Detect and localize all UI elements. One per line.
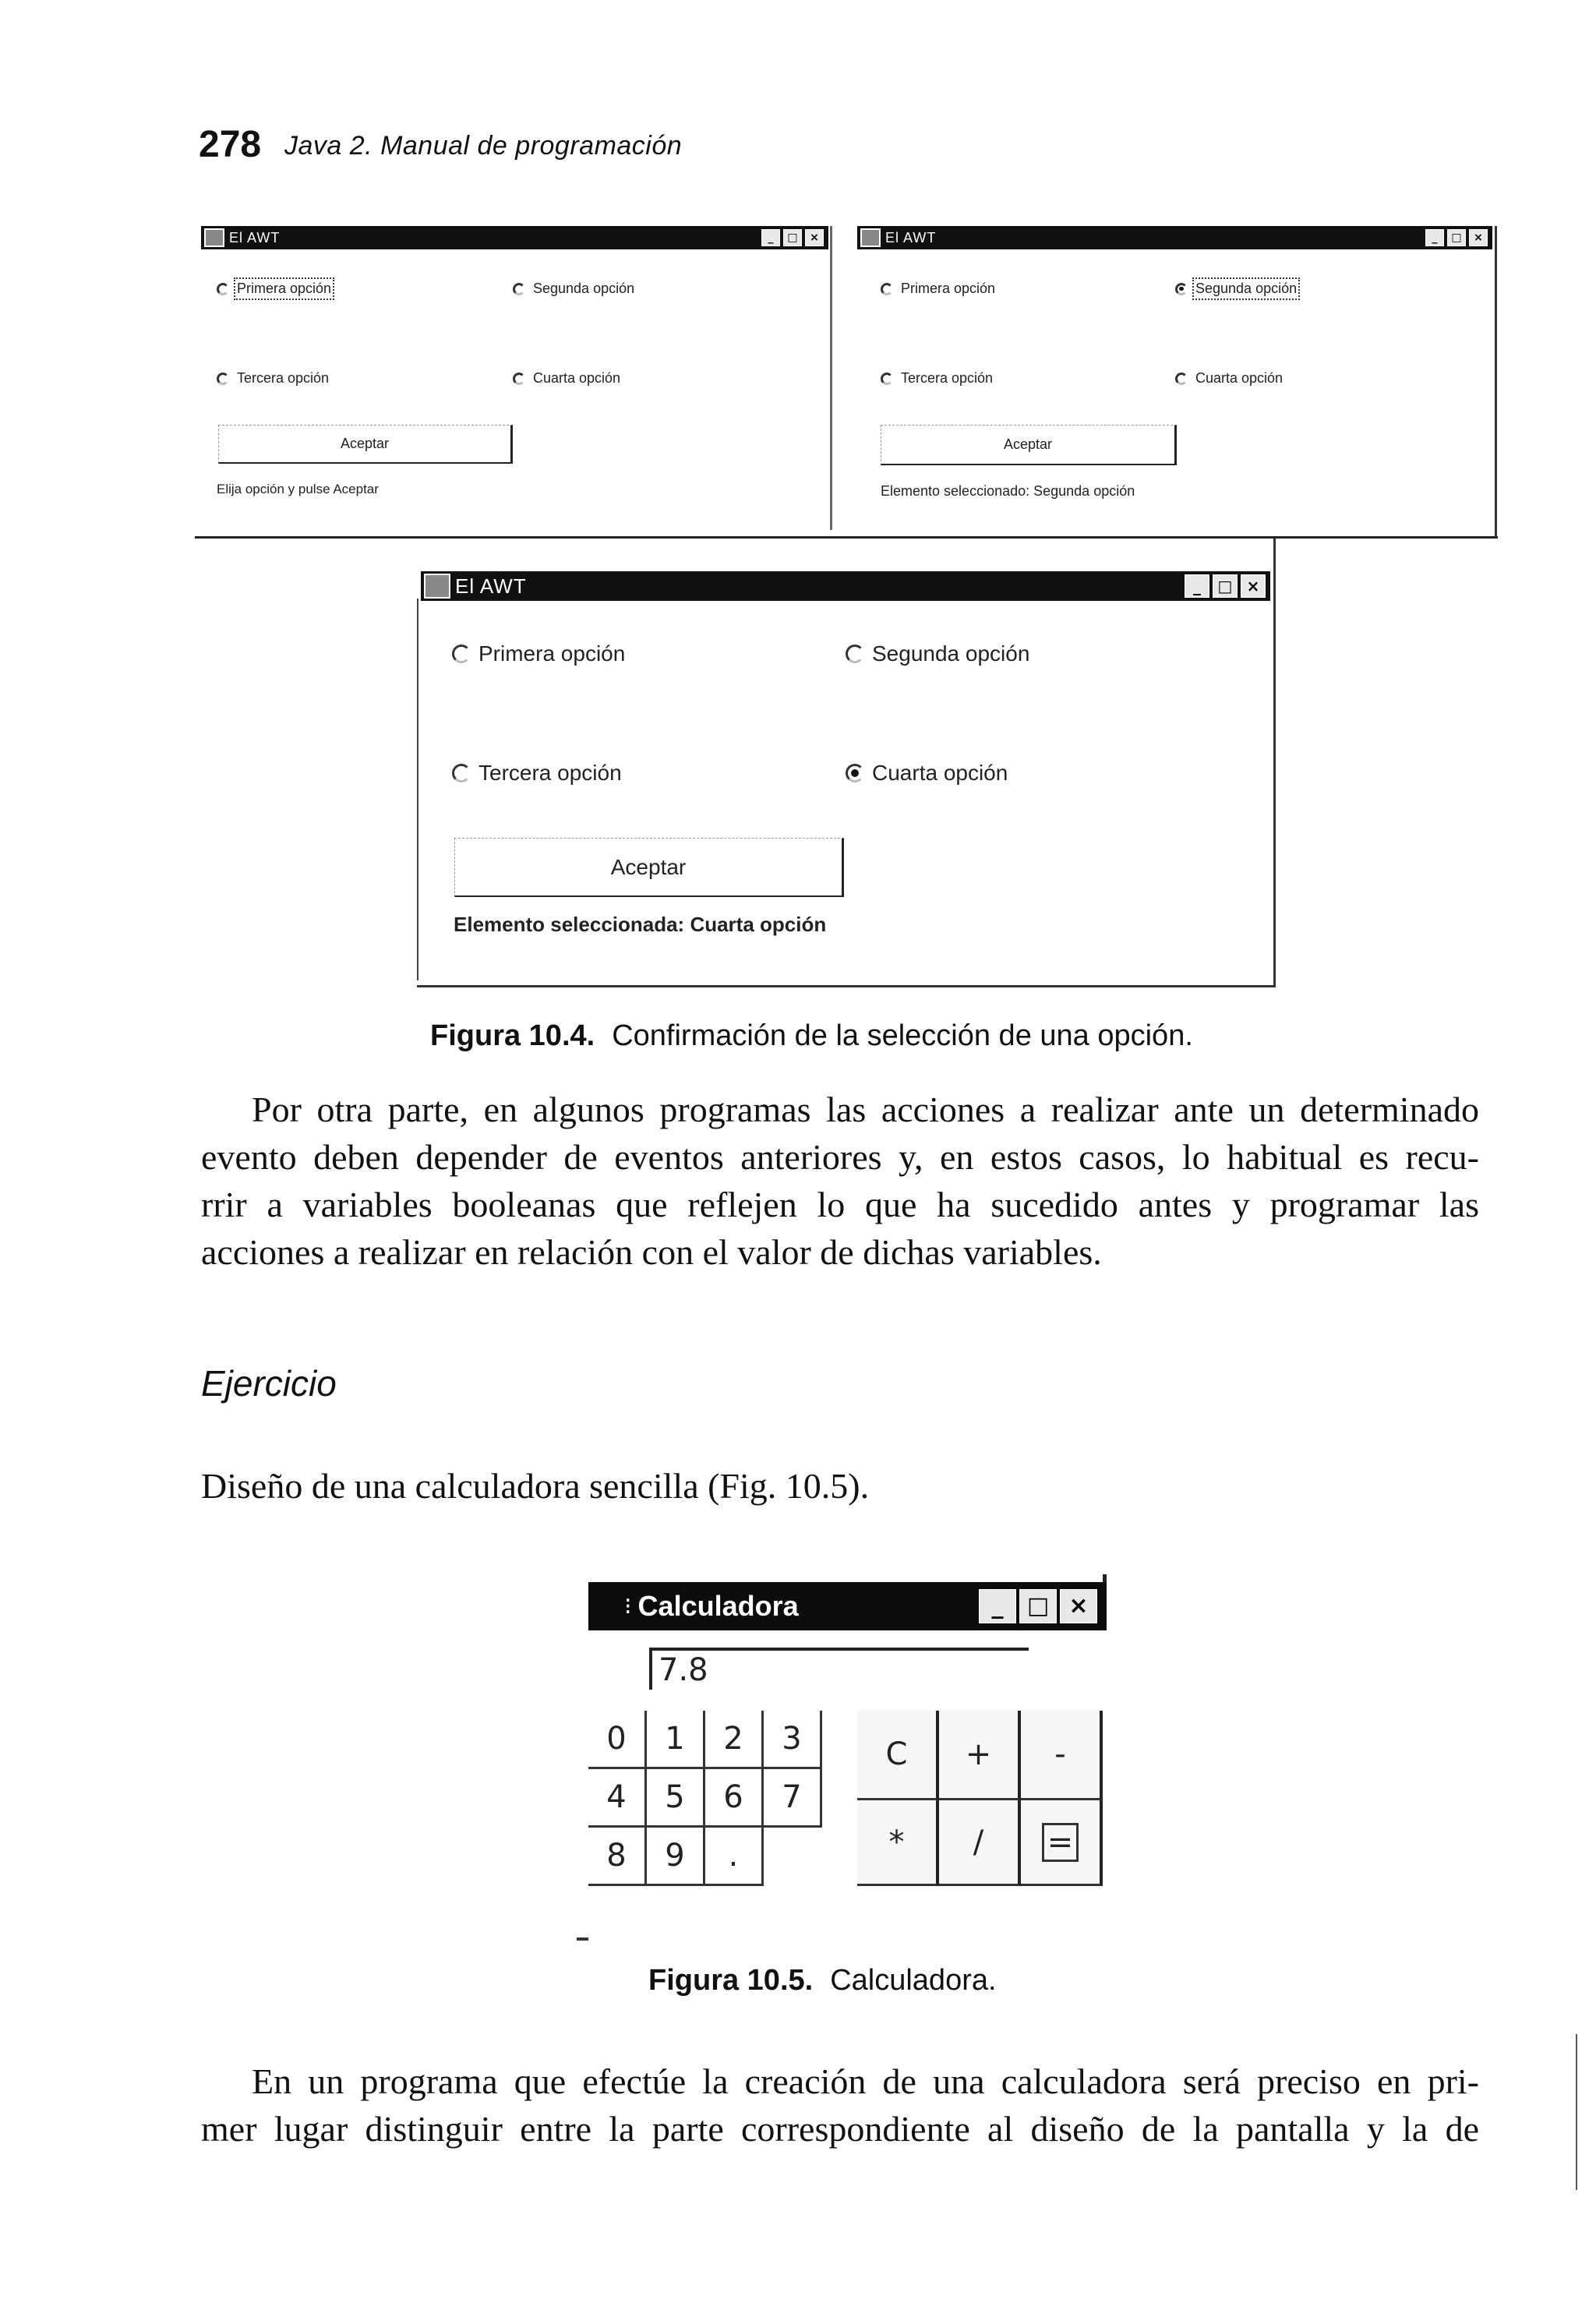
key-7[interactable]: 7: [764, 1769, 822, 1828]
figure-frame-bottom: [195, 536, 1498, 539]
display-value: 7.8: [659, 1652, 708, 1688]
key-5[interactable]: 5: [647, 1769, 705, 1828]
awt-window-2: [857, 226, 1492, 522]
window3-frame-bottom: [417, 985, 1276, 987]
key-9[interactable]: 9: [647, 1828, 705, 1886]
paragraph-2: [201, 2058, 1479, 2153]
maximize-icon[interactable]: □: [1019, 1589, 1057, 1623]
radio-tercera[interactable]: [452, 761, 622, 786]
paragraph-line: Por otra parte, en algunos programas las acciones a realizar ante un determinado: [252, 1090, 1479, 1129]
exercise-heading: Ejercicio: [201, 1363, 337, 1404]
key-clear[interactable]: C: [857, 1711, 939, 1800]
page-number: 278: [199, 124, 262, 165]
radio-icon: [217, 283, 229, 295]
radio-primera[interactable]: [881, 281, 995, 297]
window-icon: ⁝: [624, 1592, 632, 1620]
close-icon[interactable]: ×: [805, 229, 824, 246]
aceptar-button[interactable]: Aceptar: [881, 425, 1177, 465]
window-icon: [860, 228, 881, 247]
radio-segunda[interactable]: [846, 641, 1029, 666]
radio-label: Cuarta opción: [1195, 370, 1284, 386]
window-title: El AWT: [885, 229, 937, 245]
calc-window-title: Calculadora: [637, 1590, 799, 1622]
radio-label: Tercera opción: [237, 370, 330, 386]
close-icon[interactable]: ×: [1241, 574, 1266, 598]
margin-line: [1576, 2034, 1577, 2190]
window-icon: [424, 574, 450, 599]
title-bar[interactable]: [857, 226, 1492, 249]
window-title: El AWT: [455, 574, 527, 598]
status-label: Elemento seleccionada: Cuarta opción: [454, 913, 827, 936]
radio-label: Tercera opción: [901, 370, 994, 386]
radio-primera[interactable]: [452, 641, 625, 666]
key-1[interactable]: 1: [647, 1711, 705, 1769]
window-icon: [204, 228, 224, 247]
caption-label: Figura 10.4.: [430, 1019, 595, 1052]
radio-icon: [1175, 373, 1188, 385]
maximize-icon[interactable]: □: [783, 229, 802, 246]
status-label: Elemento seleccionado: Segunda opción: [881, 483, 1135, 499]
awt-window-3: [421, 571, 1270, 983]
paragraph-line: acciones a realizar en relación con el valor de dichas variables.: [201, 1232, 1102, 1272]
window-title: El AWT: [229, 229, 281, 245]
paragraph-1: [201, 1086, 1479, 1276]
caption-label: Figura 10.5.: [648, 1964, 814, 1997]
key-0[interactable]: 0: [588, 1711, 647, 1769]
radio-label: Segunda opción: [872, 641, 1030, 666]
minimize-icon[interactable]: _: [1185, 574, 1209, 598]
radio-icon: [881, 373, 893, 385]
minimize-icon[interactable]: _: [979, 1589, 1016, 1623]
status-label: Elija opción y pulse Aceptar: [217, 482, 379, 496]
key-divide[interactable]: /: [939, 1800, 1021, 1886]
title-bar[interactable]: [421, 571, 1270, 601]
key-equals-label: =: [1042, 1823, 1079, 1862]
maximize-icon[interactable]: □: [1213, 574, 1238, 598]
radio-cuarta[interactable]: [1175, 370, 1283, 387]
key-equals[interactable]: [1021, 1800, 1103, 1886]
close-icon[interactable]: ×: [1469, 229, 1488, 246]
exercise-text: Diseño de una calculadora sencilla (Fig. 10.5).: [201, 1466, 870, 1506]
radio-segunda[interactable]: [513, 281, 634, 297]
key-3[interactable]: 3: [764, 1711, 822, 1769]
key-4[interactable]: 4: [588, 1769, 647, 1828]
key-plus[interactable]: +: [939, 1711, 1021, 1800]
key-6[interactable]: 6: [705, 1769, 764, 1828]
radio-icon: [881, 283, 893, 295]
radio-icon: [452, 764, 471, 782]
window3-frame-left: [417, 599, 418, 980]
minimize-icon[interactable]: _: [761, 229, 780, 246]
paragraph-line: mer lugar distinguir entre la parte correspondiente al diseño de la pantalla y la de: [201, 2109, 1479, 2149]
radio-cuarta[interactable]: [846, 761, 1008, 786]
radio-selected-icon: [1175, 283, 1188, 295]
figure-frame-right: [1495, 226, 1497, 538]
title-bar[interactable]: [201, 226, 828, 249]
key-decimal[interactable]: .: [705, 1828, 764, 1886]
calc-display[interactable]: [649, 1648, 1029, 1690]
figure-10-4-caption: [430, 1019, 1193, 1053]
close-icon[interactable]: ×: [1060, 1589, 1097, 1623]
minimize-icon[interactable]: _: [1425, 229, 1444, 246]
radio-icon: [217, 373, 229, 385]
paragraph-line: En un programa que efectúe la creación de una calculadora será preciso en pri-: [252, 2061, 1479, 2101]
book-title: Java 2. Manual de programación: [284, 131, 683, 161]
calc-title-bar[interactable]: [588, 1582, 1107, 1630]
radio-label: Primera opción: [901, 281, 996, 296]
key-multiply[interactable]: *: [857, 1800, 939, 1886]
radio-label: Tercera opción: [478, 761, 622, 785]
radio-cuarta[interactable]: [513, 370, 620, 387]
awt-window-1: [201, 226, 828, 522]
caption-text: Calculadora.: [830, 1964, 997, 1997]
paragraph-line: rrir a variables booleanas que reflejen lo que ha sucedido antes y programar las: [201, 1185, 1479, 1224]
aceptar-button[interactable]: Aceptar: [218, 425, 513, 464]
radio-icon: [513, 283, 525, 295]
radio-label: Cuarta opción: [533, 370, 621, 386]
radio-tercera[interactable]: [881, 370, 993, 387]
radio-segunda[interactable]: [1175, 281, 1297, 297]
radio-tercera[interactable]: [217, 370, 329, 387]
radio-icon: [452, 645, 471, 663]
radio-label: Primera opción: [237, 281, 332, 296]
caption-text: Confirmación de la selección de una opción.: [612, 1019, 1193, 1052]
maximize-icon[interactable]: □: [1447, 229, 1466, 246]
paragraph-line: evento deben depender de eventos anteriores y, en estos casos, lo habitual es recu-: [201, 1137, 1479, 1177]
radio-label: Segunda opción: [533, 281, 635, 296]
radio-icon: [846, 645, 864, 663]
radio-selected-icon: [846, 764, 864, 782]
key-8[interactable]: 8: [588, 1828, 647, 1886]
figure-10-5-caption: [648, 1964, 997, 1997]
radio-label: Segunda opción: [1195, 281, 1298, 296]
aceptar-button[interactable]: Aceptar: [454, 838, 844, 897]
figure-divider: [830, 226, 832, 530]
radio-label: Cuarta opción: [872, 761, 1008, 785]
key-minus[interactable]: -: [1021, 1711, 1103, 1800]
radio-label: Primera opción: [478, 641, 626, 666]
window3-frame-right: [1273, 538, 1276, 987]
radio-icon: [513, 373, 525, 385]
key-2[interactable]: 2: [705, 1711, 764, 1769]
calculator-window: [588, 1582, 1107, 1942]
radio-primera[interactable]: [217, 281, 331, 297]
